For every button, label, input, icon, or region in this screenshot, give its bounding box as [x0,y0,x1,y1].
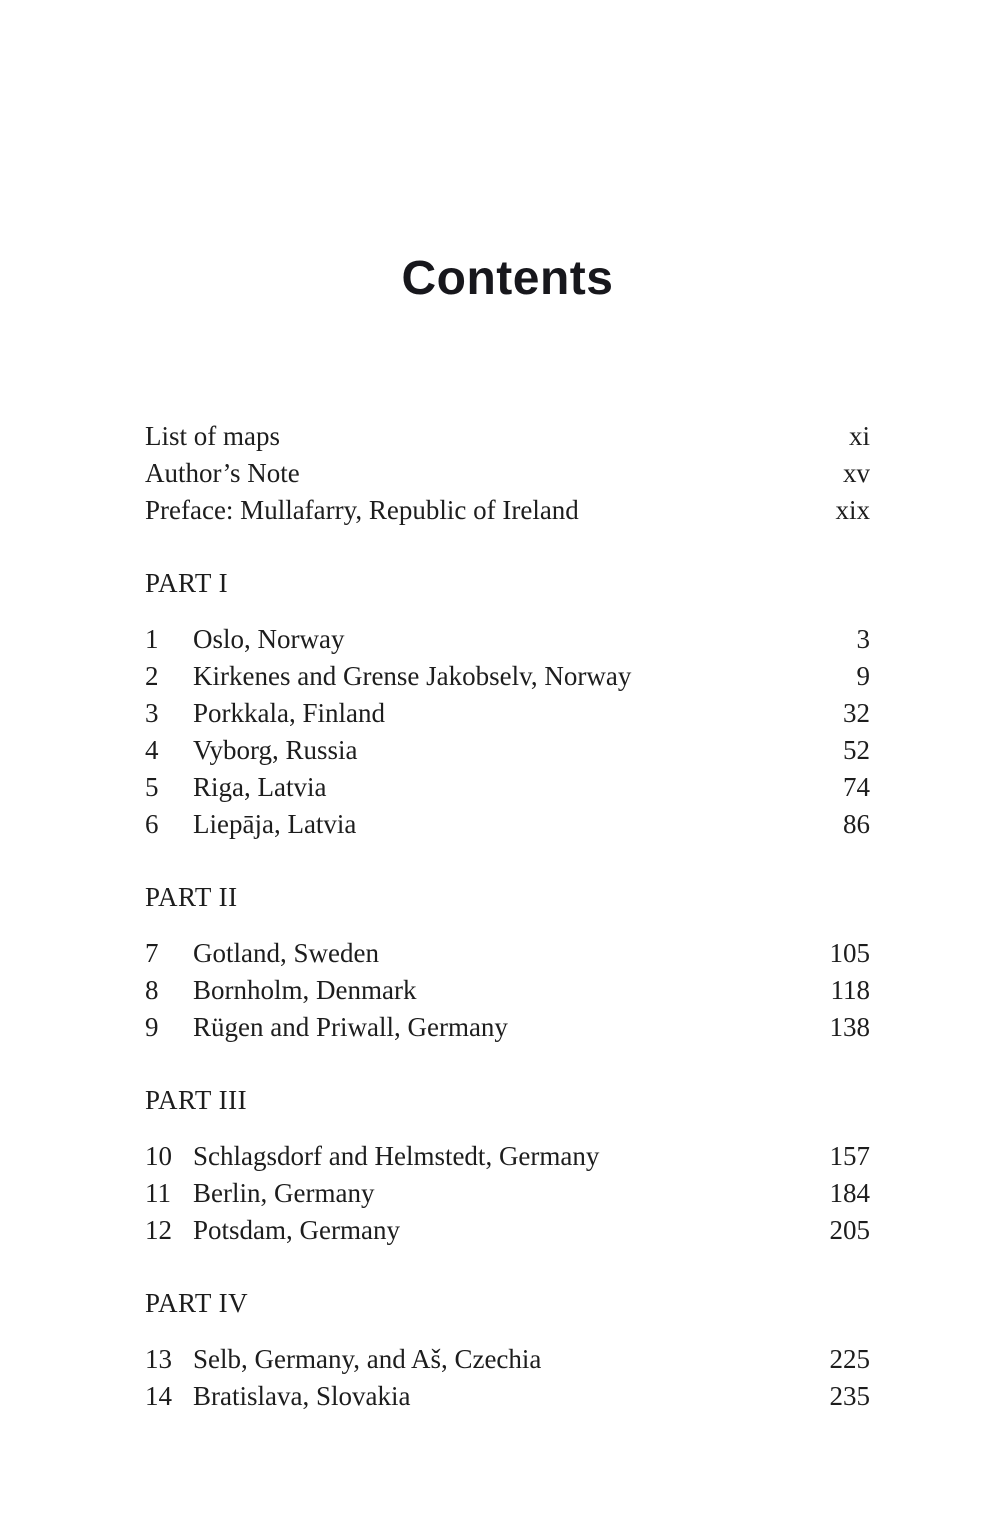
chapter-number: 3 [145,698,159,728]
toc-entry-label: Author’s Note [145,458,300,488]
toc-row-chapter [145,1138,870,1175]
chapter-number: 4 [145,735,159,765]
chapter-number: 14 [145,1381,172,1411]
toc-row-front-matter [145,418,870,455]
chapter-title: Oslo, Norway [193,624,345,654]
toc-row-chapter [145,695,870,732]
chapter-list [145,1138,870,1249]
chapter-title: Vyborg, Russia [193,735,358,765]
chapter-number: 5 [145,772,159,802]
toc-entry-page-number: 205 [829,1215,870,1245]
toc-entry-page-number: 74 [843,772,870,802]
chapter-title: Bratislava, Slovakia [193,1381,411,1411]
toc-entry-page-number: xv [843,458,870,488]
chapter-number: 2 [145,661,159,691]
part-section-4 [145,1285,870,1415]
chapter-title: Berlin, Germany [193,1178,375,1208]
toc-entry-page-number: 105 [829,938,870,968]
toc-entry-page-number: 3 [856,624,870,654]
chapter-title: Porkkala, Finland [193,698,385,728]
chapter-number: 13 [145,1344,172,1374]
chapter-list [145,1341,870,1415]
toc-row-chapter [145,769,870,806]
chapter-title: Schlagsdorf and Helmstedt, Germany [193,1141,600,1171]
chapter-title: Kirkenes and Grense Jakobselv, Norway [193,661,632,691]
chapter-list [145,935,870,1046]
chapter-number: 9 [145,1012,159,1042]
toc-entry-page-number: 235 [829,1381,870,1411]
chapter-list [145,621,870,843]
part-section-3 [145,1082,870,1249]
chapter-title: Gotland, Sweden [193,938,379,968]
toc-row-front-matter [145,492,870,529]
part-section-2 [145,879,870,1046]
chapter-title: Liepāja, Latvia [193,809,357,839]
contents-column [145,0,870,1415]
front-matter-list [145,418,870,529]
chapter-number: 6 [145,809,159,839]
chapter-number: 11 [145,1178,171,1208]
toc-row-chapter [145,806,870,843]
toc-entry-label: Preface: Mullafarry, Republic of Ireland [145,495,579,525]
toc-row-chapter [145,1009,870,1046]
part-heading: PART I [145,568,229,598]
toc-entry-page-number: 118 [830,975,870,1005]
toc-row-chapter [145,972,870,1009]
toc-entry-page-number: xix [835,495,870,525]
chapter-number: 7 [145,938,159,968]
chapter-number: 8 [145,975,159,1005]
part-heading: PART II [145,882,238,912]
chapter-number: 10 [145,1141,172,1171]
toc-entry-page-number: 86 [843,809,870,839]
toc-entry-label: List of maps [145,421,280,451]
toc-entry-page-number: 32 [843,698,870,728]
chapter-number: 1 [145,624,159,654]
chapter-number: 12 [145,1215,172,1245]
toc-row-chapter [145,1212,870,1249]
toc-row-chapter [145,621,870,658]
chapter-title: Riga, Latvia [193,772,327,802]
toc-entry-page-number: 138 [829,1012,870,1042]
chapter-title: Potsdam, Germany [193,1215,400,1245]
toc-row-chapter [145,732,870,769]
part-heading: PART III [145,1085,248,1115]
toc-row-chapter [145,935,870,972]
toc-entry-page-number: 9 [856,661,870,691]
toc-entry-page-number: xi [848,421,870,451]
chapter-title: Selb, Germany, and Aš, Czechia [193,1344,542,1374]
part-section-1 [145,565,870,843]
toc-row-chapter [145,658,870,695]
page-title: Contents [401,252,614,305]
toc-entry-page-number: 184 [829,1178,870,1208]
toc-entry-page-number: 225 [829,1344,870,1374]
toc-row-chapter [145,1341,870,1378]
toc-row-front-matter [145,455,870,492]
part-heading: PART IV [145,1288,249,1318]
chapter-title: Rügen and Priwall, Germany [193,1012,508,1042]
toc-entry-page-number: 157 [829,1141,870,1171]
toc-row-chapter [145,1175,870,1212]
toc-row-chapter [145,1378,870,1415]
toc-entry-page-number: 52 [843,735,870,765]
chapter-title: Bornholm, Denmark [193,975,417,1005]
